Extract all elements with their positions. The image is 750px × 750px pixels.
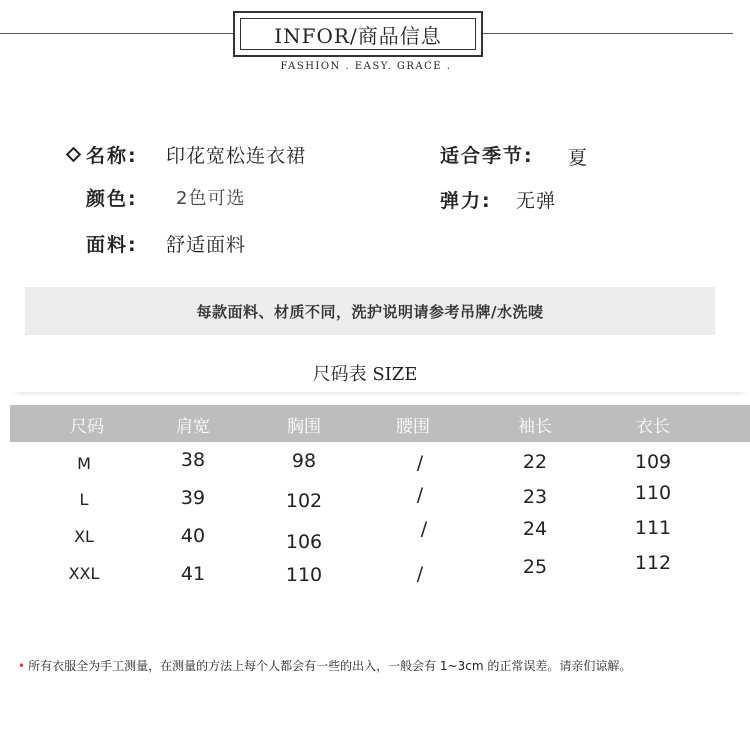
table-cell-waist: / <box>420 518 428 540</box>
table-cell-sleeve: 25 <box>522 556 548 578</box>
table-cell-waist: / <box>416 563 424 585</box>
table-cell-length: 110 <box>634 482 672 504</box>
color-value: 2色可选 <box>176 188 246 209</box>
fabric-value: 舒适面料 <box>166 234 247 256</box>
stretch-label: 弹力: <box>440 190 492 212</box>
stretch-value: 无弹 <box>516 190 557 212</box>
table-cell-bust: 98 <box>291 450 317 472</box>
red-bullet-icon: • <box>18 659 26 673</box>
table-cell-size: M <box>77 454 91 473</box>
table-cell-sleeve: 22 <box>522 451 548 473</box>
header-rule-left <box>0 33 233 34</box>
table-cell-size: XXL <box>68 564 100 583</box>
header-title: INFOR/商品信息 <box>274 23 442 48</box>
table-cell-length: 111 <box>634 517 672 539</box>
table-cell-shoulder: 38 <box>180 449 206 471</box>
table-cell-sleeve: 24 <box>522 518 548 540</box>
header-cell-length: 衣长 <box>636 417 670 437</box>
diamond-bullet-icon <box>66 147 82 163</box>
table-cell-sleeve: 23 <box>522 486 548 508</box>
table-cell-shoulder: 41 <box>180 563 206 585</box>
header-title-box <box>233 11 483 57</box>
header-title-inner-box <box>240 18 476 50</box>
name-label: 名称: <box>86 145 138 167</box>
header-cell-waist: 腰围 <box>396 417 430 437</box>
size-table-title-en: SIZE <box>372 364 418 385</box>
table-cell-shoulder: 39 <box>180 487 206 509</box>
table-cell-length: 112 <box>634 552 672 574</box>
table-cell-bust: 106 <box>285 531 323 553</box>
color-label: 颜色: <box>86 188 138 210</box>
header-cell-sleeve: 袖长 <box>518 417 552 437</box>
table-cell-waist: / <box>416 484 424 506</box>
season-value: 夏 <box>568 147 589 169</box>
table-cell-bust: 102 <box>285 490 323 512</box>
header-rule-right <box>483 33 733 34</box>
header-subtitle: FASHION . EASY. GRACE . <box>280 61 452 72</box>
table-cell-bust: 110 <box>285 564 323 586</box>
care-notice-text: 每款面料、材质不同，洗护说明请参考吊牌/水洗唛 <box>196 302 544 321</box>
table-cell-waist: / <box>416 452 424 474</box>
table-cell-size: XL <box>74 527 94 546</box>
size-table-title <box>0 360 730 386</box>
table-cell-shoulder: 40 <box>180 525 206 547</box>
header-cell-size: 尺码 <box>70 417 104 437</box>
table-cell-length: 109 <box>634 451 672 473</box>
season-label: 适合季节: <box>440 145 534 167</box>
table-cell-size: L <box>79 490 89 509</box>
header-cell-shoulder: 肩宽 <box>176 417 210 437</box>
header-cell-bust: 胸围 <box>287 417 321 437</box>
name-value: 印花宽松连衣裙 <box>166 145 307 167</box>
size-table-title-cn: 尺码表 <box>312 364 367 385</box>
footnote-text: 所有衣服全为手工测量，在测量的方法上每个人都会有一些的出入，一般会有 1~3cm 的正常误差。请亲们谅解。 <box>28 659 632 673</box>
care-notice-bar <box>25 287 715 335</box>
measurement-footnote <box>18 657 631 674</box>
fabric-label: 面料: <box>86 234 138 256</box>
